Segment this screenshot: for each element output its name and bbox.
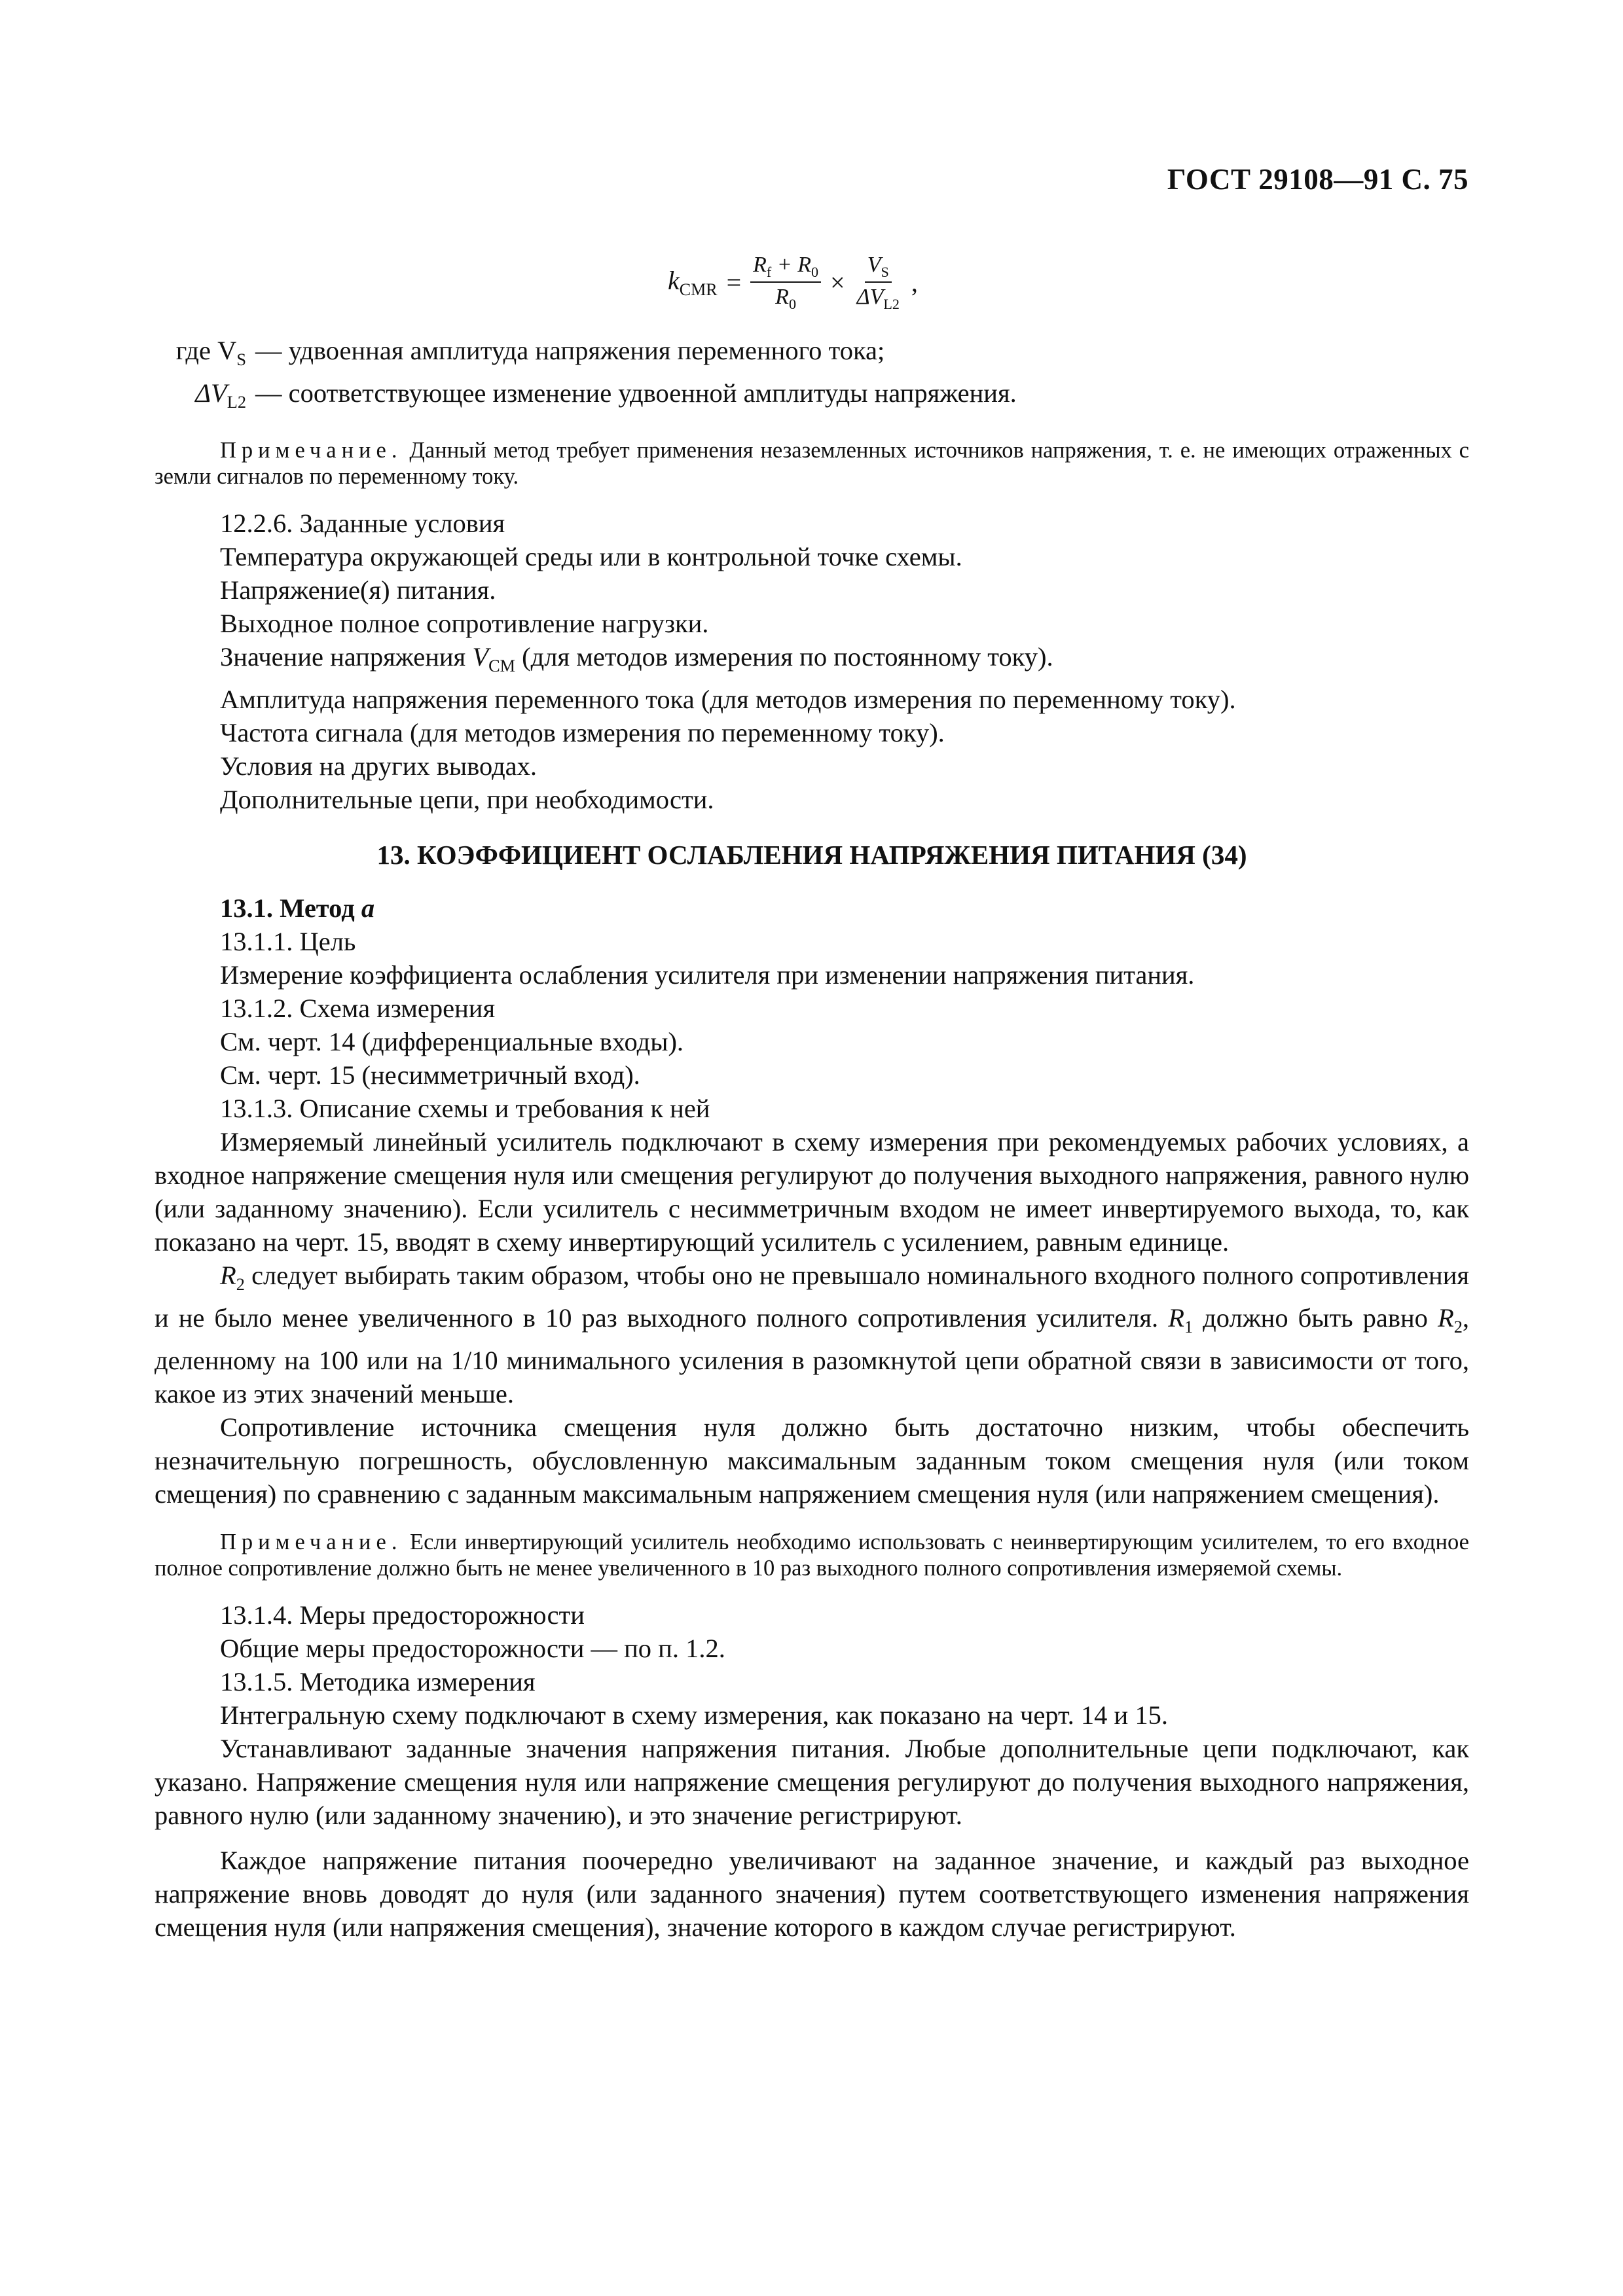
definition-delta-vl2: $\Delta V_{L2}$ — соответствующее изменение удвоенной амплитуды напряжения. (195, 378, 1017, 412)
condition-item-vcm: Значение напряжения $V_{CM}$ (для методов измерения по постоянному току). (220, 642, 1053, 676)
section-line: Интегральную схему подключают в схему измерения, как показано на черт. 14 и 15. (220, 1700, 1168, 1731)
note-1 (155, 437, 1469, 490)
paragraph-procedure-2: Каждое напряжение питания поочередно увеличивают на заданное значение, и каждый раз выходное напряжение вновь доводят до нуля (или заданного значения) путем соответствующего изменения напряжения смещения нуля (или напряжения смещения), значение которого в каждом случае регистрируют. (155, 1846, 1469, 1943)
paragraph-procedure-1: Устанавливают заданные значения напряжения питания. Любые дополнительные цепи подключают, как указано. Напряжение смещения нуля или напряжение смещения регулируют до получения выходного напряжения, равного нулю (или заданному значению), и это значение регистрируют. (155, 1734, 1469, 1831)
section-line: 13.1.2. Схема измерения (220, 994, 496, 1024)
section-line: 13.1.4. Меры предосторожности (220, 1600, 585, 1630)
section-line: 13.1.3. Описание схемы и требования к ней (220, 1094, 710, 1124)
paragraph-resistors: $R_2$ следует выбирать таким образом, чтобы оно не превышало номинального входного полного сопротивления и не было менее увеличенного в 10 раз выходного полного сопротивления усилителя. $R_1$ должно быть равно $R_2$, деленному на 100 или на 1/10 минимального усиления в разомкнутой цепи обратной связи в зависимости от того, какое из этих значений меньше. (155, 1261, 1470, 1409)
paragraph-source-resistance: Сопротивление источника смещения нуля должно быть достаточно низким, чтобы обеспечить незначительную погрешность, обусловленную максимальным заданным током смещения нуля (или током смещения) по сравнению с заданным максимальным напряжением смещения нуля (или напряжением смещения). (155, 1412, 1469, 1509)
section-line: 13.1.5. Методика измерения (220, 1667, 536, 1697)
section-line: См. черт. 15 (несимметричный вход). (220, 1060, 640, 1090)
condition-item: Температура окружающей среды или в контрольной точке схемы. (220, 542, 962, 572)
condition-item: Выходное полное сопротивление нагрузки. (220, 609, 709, 639)
page-header: ГОСТ 29108—91 С. 75 (1167, 163, 1468, 196)
formula-tail: , (911, 267, 918, 297)
condition-item: Условия на других выводах. (220, 751, 538, 781)
section-12-2-6-title: 12.2.6. Заданные условия (220, 509, 505, 539)
condition-item: Дополнительные цепи, при необходимости. (220, 785, 714, 815)
formula-definitions (155, 334, 1469, 419)
formula-fraction-resistors: $\frac{R_f + R_0}{R_0}$ (750, 252, 821, 312)
method-heading: 13.1. Метод a (220, 893, 375, 924)
section-line: 13.1.1. Цель (220, 927, 356, 957)
section-line: См. черт. 14 (дифференциальные входы). (220, 1027, 684, 1057)
paragraph-circuit-description: Измеряемый линейный усилитель подключают в схему измерения при рекомендуемых рабочих условиях, а входное напряжение смещения нуля или смещения регулируют до получения выходного напряжения, равного нулю (или заданному значению). Если усилитель с несимметричным входом не имеет инвертируемого выхода, то, как показано на черт. 15, вводят в схему инвертирующий усилитель с усилением, равным единице. (155, 1127, 1469, 1257)
note-1-label: Примечание. (220, 438, 403, 463)
note-2-text: Если инвертирующий усилитель необходимо использовать с неинвертирующим усилителем, то его входное полное сопротивление должно быть не менее увеличенного в 10 раз выходного полного сопротивления измеряемой схемы. (155, 1530, 1469, 1581)
definition-vs: где $V_S$ — удвоенная амплитуда напряжения переменного тока; (175, 336, 885, 370)
formula-lhs: $k_{CMR}$ (668, 265, 718, 299)
section-13-title: 13. КОЭФФИЦИЕНТ ОСЛАБЛЕНИЯ НАПРЯЖЕНИЯ ПИТАНИЯ (34) (376, 840, 1247, 870)
note-1-text: Данный метод требует применения незаземленных источников напряжения, т. е. не имеющих отраженных с земли сигналов по переменному току. (155, 438, 1469, 490)
section-line: Измерение коэффициента ослабления усилителя при изменении напряжения питания. (220, 960, 1195, 990)
condition-item: Напряжение(я) питания. (220, 575, 496, 605)
condition-item: Амплитуда напряжения переменного тока (для методов измерения по переменному току). (220, 685, 1236, 715)
formula-equals: = (726, 267, 742, 297)
formula-fraction-voltages: $\frac{V_S}{\Delta V_{L2}}$ (856, 253, 900, 312)
note-2-label: Примечание. (220, 1530, 403, 1555)
note-2 (155, 1529, 1469, 1581)
formula-times: × (830, 267, 845, 297)
condition-item: Частота сигнала (для методов измерения по переменному току). (220, 718, 945, 748)
section-line: Общие меры предосторожности — по п. 1.2. (220, 1634, 725, 1664)
cmr-formula (668, 252, 918, 312)
body-text (155, 334, 1469, 1944)
